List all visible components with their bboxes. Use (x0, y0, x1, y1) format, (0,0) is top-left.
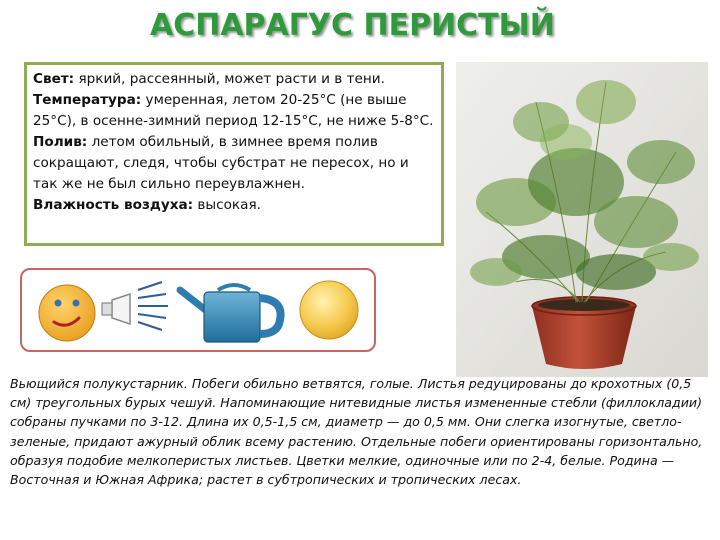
humidity-label: Влажность воздуха: (33, 197, 194, 213)
humidity-info (33, 195, 435, 216)
pot (532, 296, 636, 369)
temperature-info (33, 90, 435, 132)
temperature-label: Температура: (33, 92, 142, 108)
light-label: Свет: (33, 71, 75, 87)
light-text: яркий, рассеянный, может расти и в тени. (74, 71, 385, 87)
care-icons-svg (22, 270, 374, 350)
watering-can-icon (180, 285, 281, 342)
temperature-text: умеренная, летом 20-25°С (не выше 25°С), в осенне-зимний период 12-15°С, не ниже 5-8°С. (33, 92, 434, 129)
watering-text: летом обильный, в зимнее время полив сокращают, следя, чтобы субстрат не пересох, но и так же не был сильно переувлажнен. (33, 134, 409, 192)
sun-icon (300, 281, 358, 339)
humidity-text: высокая. (193, 197, 261, 213)
asparagus-plant-photo (456, 62, 708, 377)
watering-label: Полив: (33, 134, 88, 150)
care-info-box (24, 62, 444, 246)
plant-image (456, 62, 708, 377)
light-info (33, 69, 435, 90)
page-title: АСПАРАГУС ПЕРИСТЫЙ (150, 8, 555, 43)
spray-bottle-icon (102, 282, 168, 330)
watering-info (33, 132, 435, 195)
smiley-face-icon (39, 285, 95, 341)
plant-description: Вьющийся полукустарник. Побеги обильно ветвятся, голые. Листья редуцированы до крохотных (0,5 см) треугольных бурых чешуй. Напоминающие нитевидные листья измененные стебли (филлокладии) собраны пучками по 3-12. Длина их 0,5-1,5 см, диаметр — до 0,5 мм. Они слегка изогнутые, светло-зеленые, придают ажурный облик всему растению. Отдельные побеги ориентированы горизонтально, образуя подобие мелкоперистых листьев. Цветки мелкие, одиночные или по 2-4, белые. Родина — Восточная и Южная Африка; растет в субтропических и тропических лесах. (10, 376, 703, 488)
care-icons-panel (20, 268, 376, 352)
